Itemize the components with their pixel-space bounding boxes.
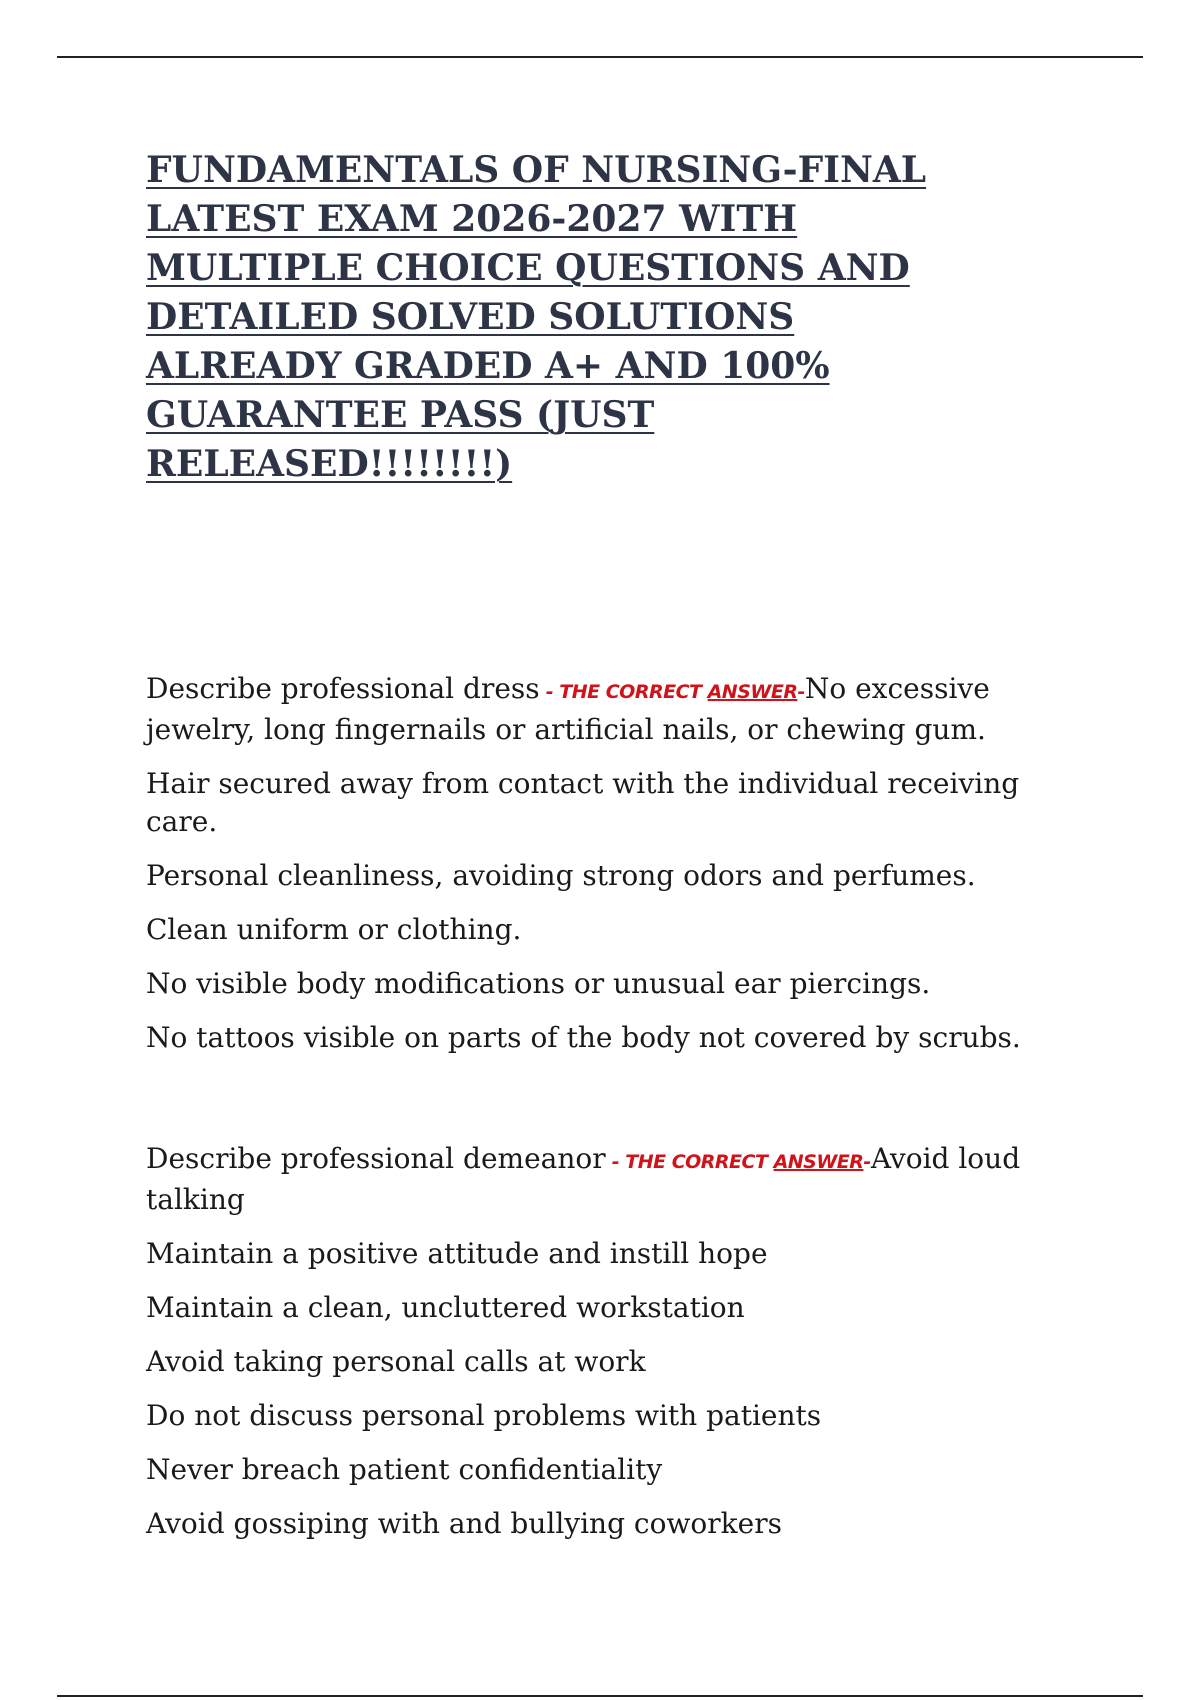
answer-line: Avoid taking personal calls at work <box>146 1345 646 1378</box>
question-block-professional-dress <box>146 670 1066 1073</box>
header-rule <box>57 56 1143 58</box>
question-line <box>146 670 1066 749</box>
footer-rule <box>57 1695 1143 1697</box>
answer-line: Avoid gossiping with and bullying coworkers <box>146 1507 782 1540</box>
answer-line: No visible body modifications or unusual ear piercings. <box>146 967 931 1000</box>
answer-line: Personal cleanliness, avoiding strong odors and perfumes. <box>146 859 976 892</box>
answer-line: Hair secured away from contact with the individual receiving care. <box>146 767 1020 838</box>
answer-text: Avoid loud talking <box>146 1142 1021 1216</box>
answer-line: Clean uniform or clothing. <box>146 913 522 946</box>
document-title: FUNDAMENTALS OF NURSING-FINAL LATEST EXAM 2026-2027 WITH MULTIPLE CHOICE QUESTIONS AND DETAILED SOLVED SOLUTIONS ALREADY GRADED A+ AND 100% GUARANTEE PASS (JUST RELEASED!!!!!!!!) <box>146 149 927 485</box>
correct-answer-marker: - THE CORRECT ANSWER- <box>605 1151 871 1173</box>
question-line <box>146 1140 1066 1219</box>
question-block-professional-demeanor <box>146 1140 1066 1559</box>
correct-answer-marker: - THE CORRECT ANSWER- <box>539 681 805 703</box>
answer-line: Do not discuss personal problems with patients <box>146 1399 822 1432</box>
answer-text: No excessive jewelry, long fingernails or artificial nails, or chewing gum. <box>146 672 990 746</box>
answer-line: Never breach patient confidentiality <box>146 1453 663 1486</box>
answer-line: Maintain a positive attitude and instill hope <box>146 1237 768 1270</box>
answer-line: Maintain a clean, uncluttered workstation <box>146 1291 745 1324</box>
question-text: Describe professional dress <box>146 672 540 705</box>
answer-line: No tattoos visible on parts of the body not covered by scrubs. <box>146 1021 1021 1054</box>
question-text: Describe professional demeanor <box>146 1142 606 1175</box>
